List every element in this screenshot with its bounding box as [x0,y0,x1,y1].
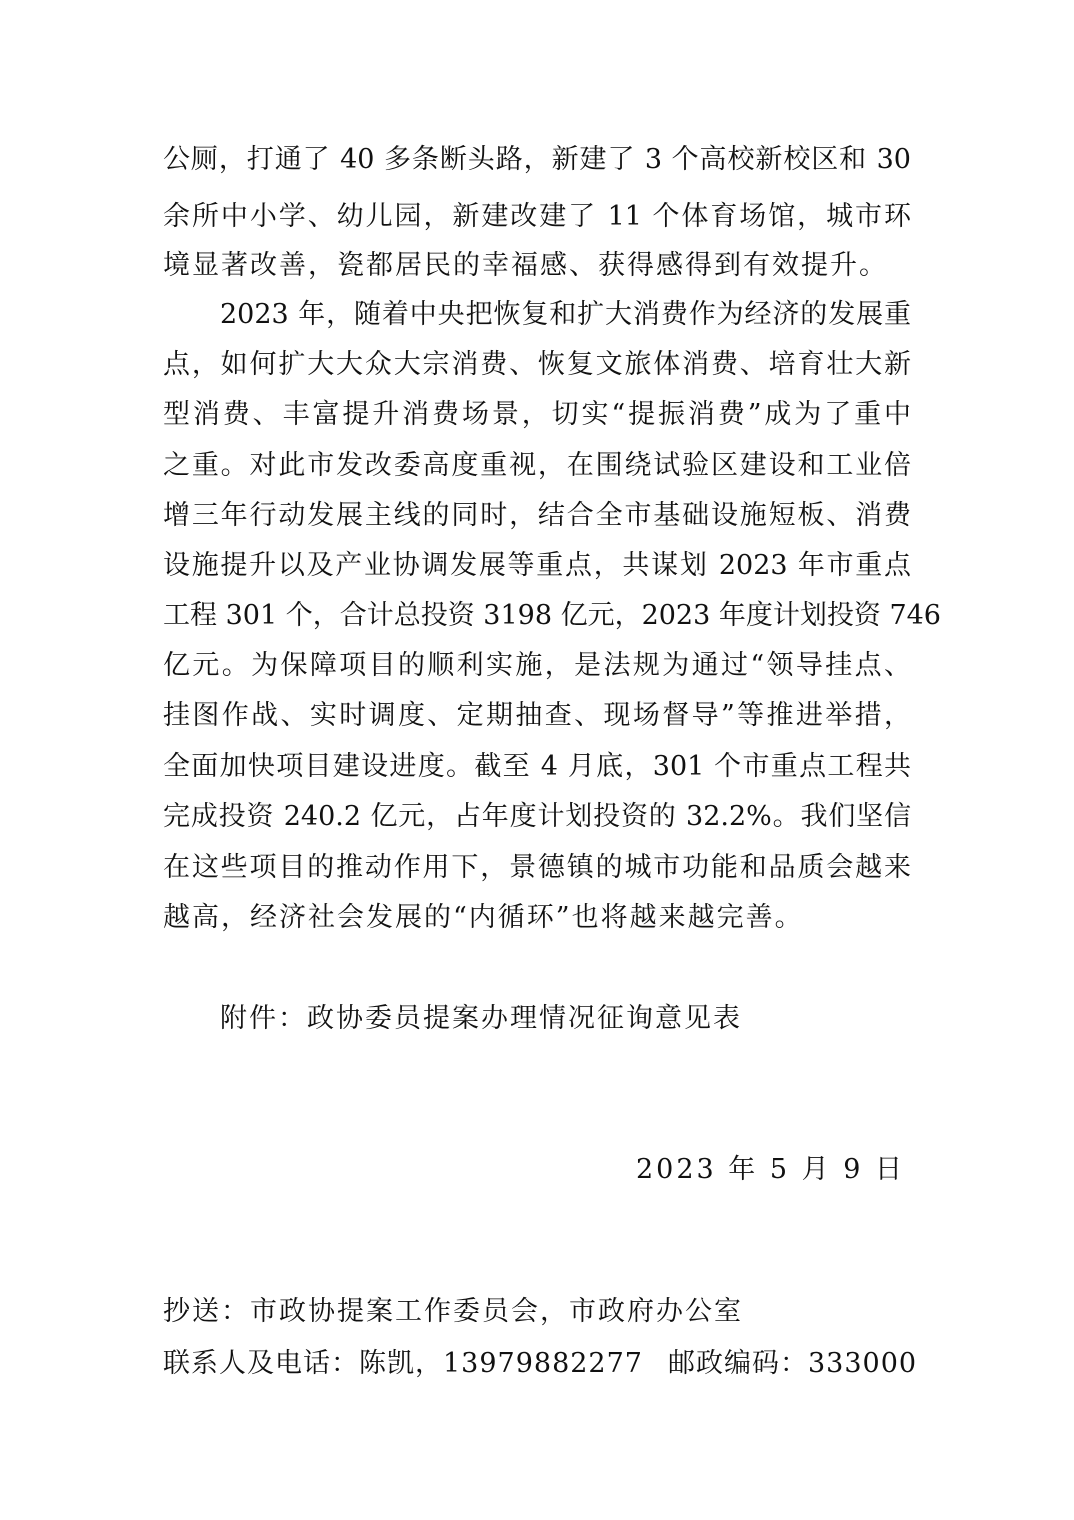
body-line-1: 公厕，打通了 40 多条断头路，新建了 3 个高校新校区和 30 [163,144,911,175]
body-line-10: 工程 301 个，合计总投资 3198 亿元，2023 年度计划投资 746 [163,600,941,631]
body-line-11: 亿元。为保障项目的顺利实施，是法规为通过“领导挂点、 [163,650,911,681]
body-line-2: 余所中小学、幼儿园，新建改建了 11 个体育场馆，城市环 [163,201,911,232]
contact-postcode: 邮政编码：333000 [668,1348,918,1379]
body-line-15: 在这些项目的推动作用下，景德镇的城市功能和品质会越来 [163,852,911,883]
body-line-12: 挂图作战、实时调度、定期抽查、现场督导”等推进举措， [163,700,911,731]
body-line-14: 完成投资 240.2 亿元，占年度计划投资的 32.2%。我们坚信 [163,801,911,832]
body-line-7: 之重。对此市发改委高度重视，在围绕试验区建设和工业倍 [163,450,911,481]
body-line-4: 2023 年，随着中央把恢复和扩大消费作为经济的发展重 [220,299,911,330]
body-line-3: 境显著改善，瓷都居民的幸福感、获得感得到有效提升。 [163,250,888,281]
body-line-13: 全面加快项目建设进度。截至 4 月底，301 个市重点工程共 [163,751,911,782]
body-line-5: 点，如何扩大大众大宗消费、恢复文旅体消费、培育壮大新 [163,349,911,380]
body-line-16: 越高，经济社会发展的“内循环”也将越来越完善。 [163,902,804,933]
body-line-9: 设施提升以及产业协调发展等重点，共谋划 2023 年市重点 [163,550,911,581]
contact-person: 联系人及电话：陈凯，13979882277 [163,1348,643,1379]
cc-line: 抄送：市政协提案工作委员会，市政府办公室 [163,1296,743,1327]
body-line-6: 型消费、丰富提升消费场景，切实“提振消费”成为了重中 [163,399,911,430]
attachment-note: 附件：政协委员提案办理情况征询意见表 [220,1003,742,1034]
document-date: 2023 年 5 月 9 日 [636,1154,905,1185]
body-line-8: 增三年行动发展主线的同时，结合全市基础设施短板、消费 [163,500,911,531]
